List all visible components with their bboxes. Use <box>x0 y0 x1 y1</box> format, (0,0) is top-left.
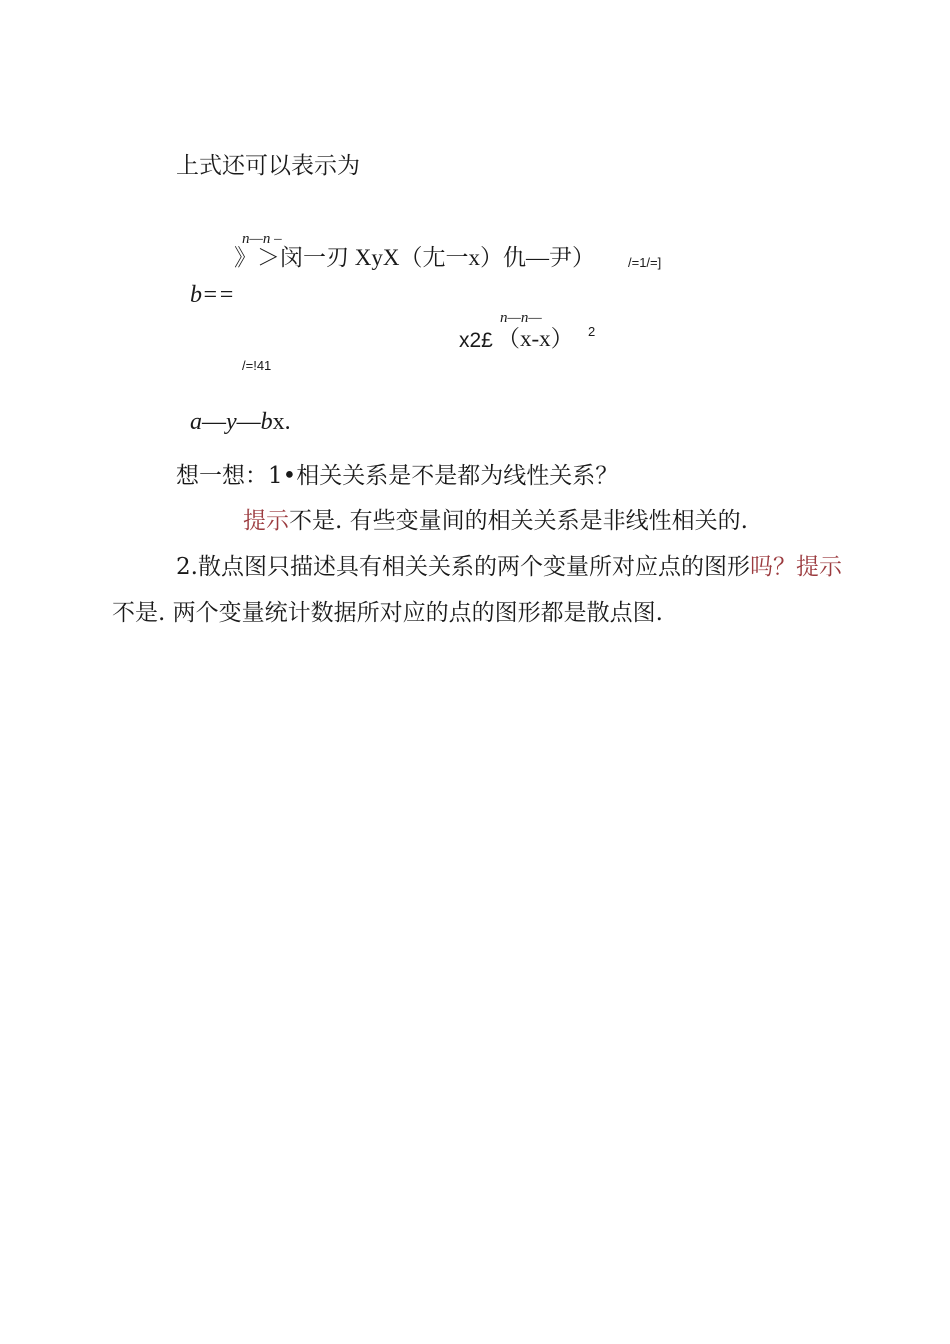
question-1: 想一想：1•相关关系是不是都为线性关系？ <box>176 463 619 489</box>
answer-2: 不是. 两个变量统计数据所对应的点的图形都是散点图. <box>112 600 663 626</box>
numerator-limits: /=1/=] <box>628 255 662 270</box>
intro-line: 上式还可以表示为 <box>176 153 360 179</box>
question-2-text: 2.散点图只描述具有相关关系的两个变量所对应点的图形 <box>176 554 750 580</box>
intercept-formula <box>190 410 291 434</box>
denominator-limits: /=!41 <box>242 358 272 373</box>
var-b: b <box>260 409 273 435</box>
hint-label: 吗？提示 <box>749 554 842 580</box>
var-y: y <box>226 409 237 435</box>
numerator-overline: n—n – <box>242 231 282 247</box>
dash: — <box>236 409 261 435</box>
x-tail: x. <box>272 409 291 435</box>
denominator-overline: n—n— <box>500 310 542 326</box>
var-a: a <box>190 409 202 435</box>
b-equals: b== <box>190 282 235 308</box>
hint-label: 提示 <box>243 508 289 534</box>
answer-1 <box>243 510 748 533</box>
question-2 <box>176 556 842 579</box>
dash: — <box>202 409 226 435</box>
answer-1-text: 不是. 有些变量间的相关关系是非线性相关的. <box>289 508 748 534</box>
denominator-body: （x-x） <box>497 326 574 351</box>
denominator-exponent: 2 <box>588 324 596 339</box>
numerator: 》＞闵一刃 XyX（尢一x）仇—尹） <box>234 245 595 270</box>
denominator-prefix: x2£ <box>459 329 493 352</box>
